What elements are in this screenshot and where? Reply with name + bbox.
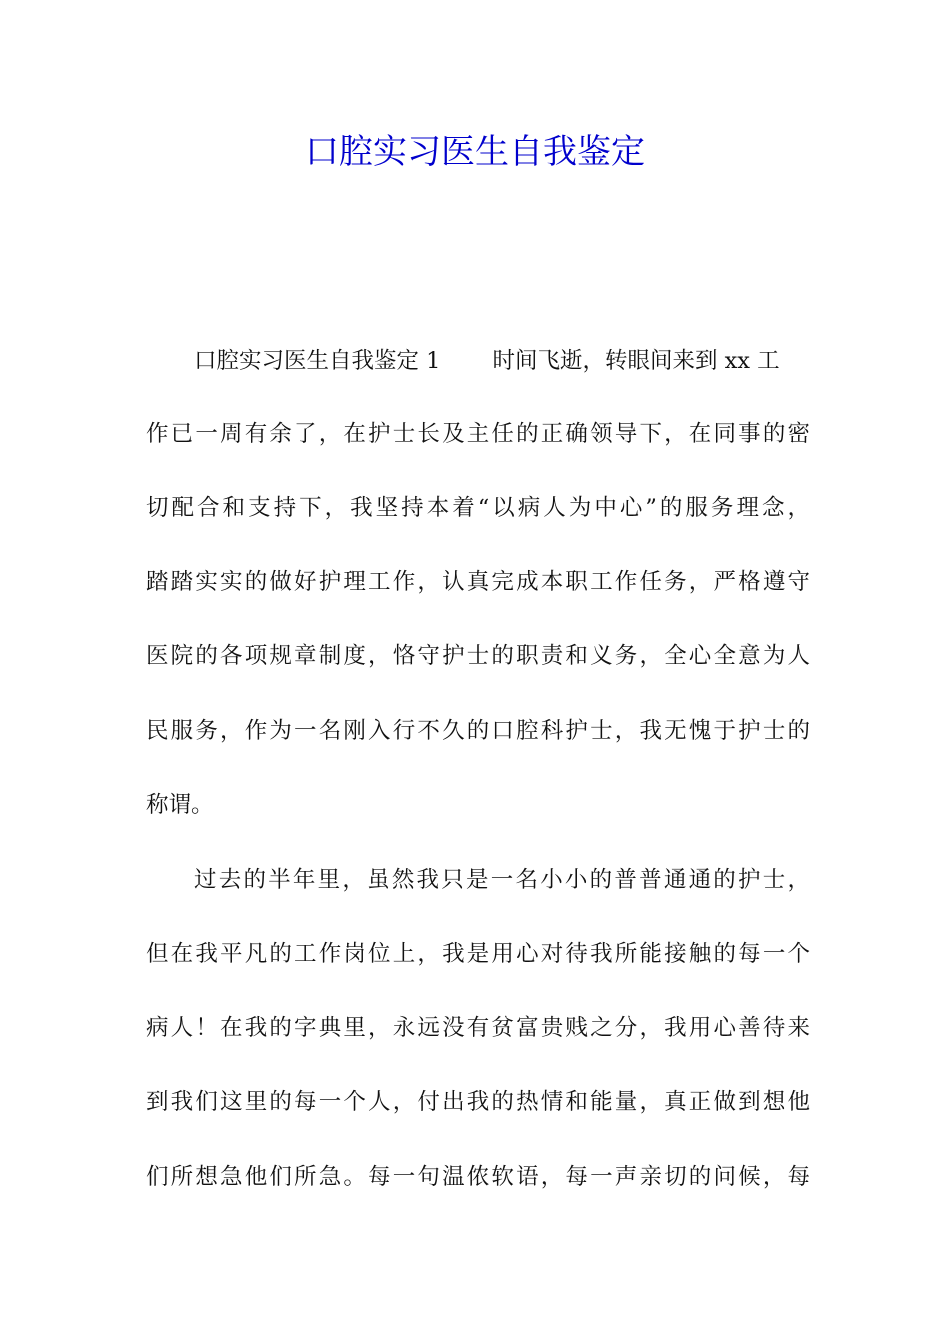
- paragraph-line: 但在我平凡的工作岗位上，我是用心对待我所能接触的每一个: [146, 941, 810, 967]
- paragraph-text: 时间飞逝，转眼间来到 xx 工: [492, 348, 780, 374]
- paragraph-line: 踏踏实实的做好护理工作，认真完成本职工作任务，严格遵守: [146, 569, 810, 595]
- paragraph-line: 过去的半年里，虽然我只是一名小小的普普通通的护士，: [194, 867, 810, 893]
- paragraph-line: 民服务，作为一名刚入行不久的口腔科护士，我无愧于护士的: [146, 718, 810, 744]
- paragraph-line: [194, 341, 810, 381]
- paragraph-line: 们所想急他们所急。每一句温侬软语，每一声亲切的问候，每: [146, 1164, 810, 1190]
- paragraph-line: 切配合和支持下，我坚持本着“以病人为中心”的服务理念，: [146, 495, 810, 521]
- paragraph-line: 称谓。: [146, 792, 214, 818]
- paragraph-line: 作已一周有余了，在护士长及主任的正确领导下，在同事的密: [146, 421, 810, 447]
- document-title: 口腔实习医生自我鉴定: [305, 132, 645, 172]
- section-heading: 口腔实习医生自我鉴定 1: [194, 348, 441, 374]
- paragraph-line: 到我们这里的每一个人，付出我的热情和能量，真正做到想他: [146, 1089, 810, 1115]
- paragraph-line: 病人！在我的字典里，永远没有贫富贵贱之分，我用心善待来: [146, 1015, 810, 1041]
- paragraph-line: 医院的各项规章制度，恪守护士的职责和义务，全心全意为人: [146, 643, 810, 669]
